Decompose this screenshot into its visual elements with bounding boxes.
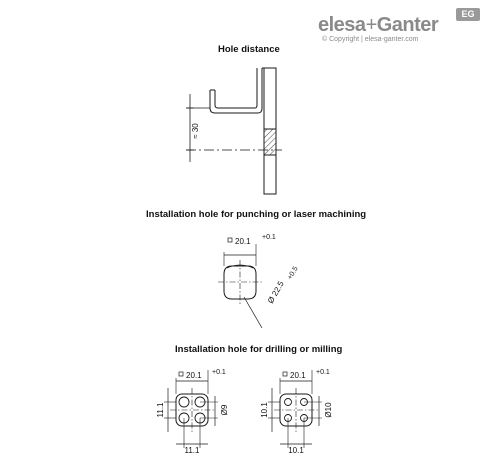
bracket-outer-edge	[210, 68, 262, 113]
punched-hole-outline	[224, 266, 256, 299]
drilling-left-drawing	[164, 370, 218, 448]
drilled-hole-left-outline	[176, 394, 208, 426]
drill-right-square-label: 20.1	[290, 371, 306, 380]
square-symbol-right	[283, 372, 287, 376]
copyright-text: © Copyright | elesa-ganter.com	[322, 36, 419, 43]
drilling-right-drawing	[268, 370, 322, 448]
dimension-label-30: ≈ 30	[191, 123, 200, 139]
bore-hole-r-tl	[285, 399, 292, 406]
punching-diameter-tolerance: +0.5	[286, 265, 300, 281]
drilling-title: Installation hole for drilling or milling	[175, 344, 343, 355]
drill-left-vertical-label: 11.1	[156, 402, 165, 418]
drill-left-square-label: 20.1	[186, 371, 202, 380]
brand-plus: +	[365, 14, 377, 36]
drill-left-horizontal-label: 11.1	[184, 446, 200, 454]
drill-left-square-tolerance: +0.1	[212, 369, 226, 376]
hole-distance-title: Hole distance	[218, 44, 280, 55]
drill-right-vertical-label: 10.1	[260, 402, 269, 418]
panel-hatched-section	[264, 129, 276, 155]
drill-right-square-tolerance: +0.1	[316, 369, 330, 376]
bracket-inner-edge	[215, 68, 257, 108]
punching-diameter-label: Ø 22.5	[265, 279, 286, 305]
bore-hole-tl	[179, 397, 189, 407]
drill-right-diameter-label: Ø10	[324, 402, 333, 418]
brand-name-right: Ganter	[376, 14, 439, 36]
punching-hole-drawing	[218, 244, 262, 328]
drill-left-diameter-label: Ø9	[220, 404, 229, 416]
square-symbol-left	[179, 372, 183, 376]
punching-square-label: 20.1	[235, 237, 251, 246]
brand-name-left: elesa	[318, 14, 366, 36]
hole-distance-drawing	[186, 68, 282, 194]
brand-badge: EG	[456, 8, 480, 21]
drilled-hole-right-outline	[280, 394, 312, 426]
punching-square-tolerance: +0.1	[262, 234, 276, 241]
diameter-leader	[244, 297, 262, 328]
drill-right-horizontal-label: 10.1	[288, 446, 304, 454]
punching-title: Installation hole for punching or laser machining	[146, 209, 367, 220]
square-symbol	[228, 238, 232, 242]
